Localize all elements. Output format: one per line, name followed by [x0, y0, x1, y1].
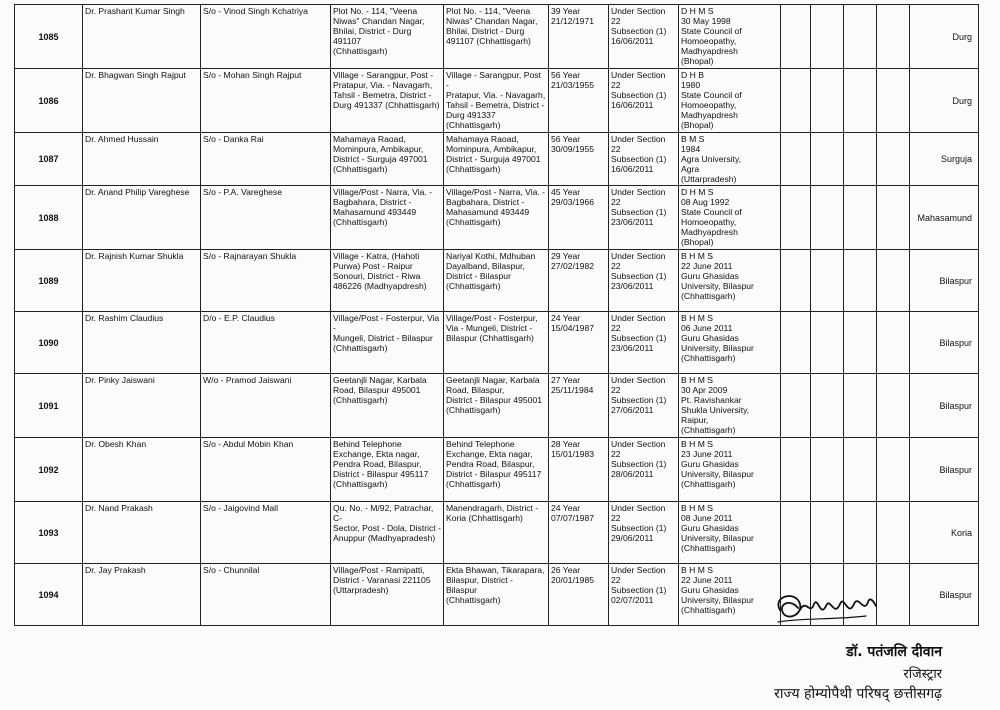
serial-number: 1088	[15, 186, 83, 250]
relation-name: S/o - Mohan Singh Rajput	[201, 69, 331, 133]
blank-cell	[844, 502, 877, 564]
doctor-name: Dr. Rashim Claudius	[83, 312, 201, 374]
registration-section: Under Section 22 Subsection (1) 23/06/2011	[609, 250, 679, 312]
serial-number: 1086	[15, 69, 83, 133]
district: Bilaspur	[910, 564, 979, 626]
table-row	[15, 374, 979, 438]
permanent-address: Village - Katra, (Hahoti Purwa) Post - Raipur Sonouri, District - Riwa 486226 (Madhyapdresh)	[331, 250, 444, 312]
district: Bilaspur	[910, 374, 979, 438]
age-dob: 56 Year 21/03/1955	[549, 69, 609, 133]
blank-cell	[811, 186, 844, 250]
blank-cell	[811, 438, 844, 502]
relation-name: S/o - Danka Rai	[201, 133, 331, 186]
relation-name: W/o - Pramod Jaiswani	[201, 374, 331, 438]
blank-cell	[844, 69, 877, 133]
district: Durg	[910, 69, 979, 133]
correspondence-address: Mahamaya Raoad, Mominpura, Ambikapur, District - Surguja 497001 (Chhattisgarh)	[444, 133, 549, 186]
doctor-name: Dr. Bhagwan Singh Rajput	[83, 69, 201, 133]
serial-number: 1091	[15, 374, 83, 438]
table-row	[15, 69, 979, 133]
table-row	[15, 250, 979, 312]
doctor-name: Dr. Nand Prakash	[83, 502, 201, 564]
registration-section: Under Section 22 Subsection (1) 23/06/2011	[609, 312, 679, 374]
permanent-address: Geetanjli Nagar, Karbala Road, Bilaspur 495001 (Chhattisgarh)	[331, 374, 444, 438]
table-row	[15, 186, 979, 250]
blank-cell	[877, 374, 910, 438]
blank-cell	[844, 438, 877, 502]
permanent-address: Village/Post - Ramipatti, District - Varanasi 221105 (Uttarpradesh)	[331, 564, 444, 626]
serial-number: 1090	[15, 312, 83, 374]
doctor-name: Dr. Anand Philip Vareghese	[83, 186, 201, 250]
permanent-address: Mahamaya Raoad, Mominpura, Ambikapur, District - Surguja 497001 (Chhattisgarh)	[331, 133, 444, 186]
correspondence-address: Behind Telephone Exchange, Ekta nagar, Pendra Road, Bilaspur, District - Bilaspur 495117 (Chhattisgarh)	[444, 438, 549, 502]
blank-cell	[877, 438, 910, 502]
age-dob: 28 Year 15/01/1983	[549, 438, 609, 502]
qualification: B H M S 06 June 2011 Guru Ghasidas University, Bilaspur (Chhattisgarh)	[679, 312, 781, 374]
registration-section: Under Section 22 Subsection (1) 27/06/2011	[609, 374, 679, 438]
blank-cell	[811, 312, 844, 374]
age-dob: 24 Year 07/07/1987	[549, 502, 609, 564]
permanent-address: Behind Telephone Exchange, Ekta nagar, Pendra Road, Bilaspur, District - Bilaspur 495117 (Chhattisgarh)	[331, 438, 444, 502]
registration-section: Under Section 22 Subsection (1) 29/06/2011	[609, 502, 679, 564]
blank-cell	[781, 186, 811, 250]
table-row	[15, 133, 979, 186]
age-dob: 29 Year 27/02/1982	[549, 250, 609, 312]
blank-cell	[877, 5, 910, 69]
correspondence-address: Ekta Bhawan, Tikarapara, Bilaspur, District - Bilaspur (Chhattisgarh)	[444, 564, 549, 626]
blank-cell	[844, 374, 877, 438]
blank-cell	[811, 69, 844, 133]
blank-cell	[781, 312, 811, 374]
blank-cell	[781, 5, 811, 69]
registrar-name: डॉ. पतंजलि दीवान	[846, 644, 942, 660]
blank-cell	[844, 5, 877, 69]
registration-section: Under Section 22 Subsection (1) 02/07/2011	[609, 564, 679, 626]
age-dob: 26 Year 20/01/1985	[549, 564, 609, 626]
registration-section: Under Section 22 Subsection (1) 16/06/2011	[609, 69, 679, 133]
blank-cell	[844, 250, 877, 312]
council-name: राज्य होम्योपैथी परिषद् छत्तीसगढ़	[774, 686, 942, 702]
blank-cell	[844, 312, 877, 374]
relation-name: S/o - Chunnilal	[201, 564, 331, 626]
blank-cell	[781, 69, 811, 133]
age-dob: 39 Year 21/12/1971	[549, 5, 609, 69]
blank-cell	[811, 5, 844, 69]
doctor-name: Dr. Ahmed Hussain	[83, 133, 201, 186]
table-body	[15, 5, 979, 626]
blank-cell	[877, 186, 910, 250]
serial-number: 1093	[15, 502, 83, 564]
doctor-name: Dr. Obesh Khan	[83, 438, 201, 502]
correspondence-address: Village/Post - Narra, Via. - Bagbahara, District - Mahasamund 493449 (Chhattisgarh)	[444, 186, 549, 250]
permanent-address: Village - Sarangpur, Post - Pratapur, Via. - Navagarh, Tahsil - Bemetra, District - Durg 491337 (Chhattisgarh)	[331, 69, 444, 133]
doctor-name: Dr. Rajnish Kumar Shukla	[83, 250, 201, 312]
blank-cell	[844, 186, 877, 250]
serial-number: 1094	[15, 564, 83, 626]
registrar-title: रजिस्ट्रार	[903, 667, 942, 682]
blank-cell	[781, 133, 811, 186]
registration-section: Under Section 22 Subsection (1) 16/06/2011	[609, 133, 679, 186]
age-dob: 56 Year 30/09/1955	[549, 133, 609, 186]
permanent-address: Qu. No. - M/92, Patrachar, C- Sector, Post - Dola, District - Anuppur (Madhyapradesh)	[331, 502, 444, 564]
correspondence-address: Plot No. - 114, "Veena Niwas" Chandan Nagar, Bhilai, District - Durg 491107 (Chhattisgarh)	[444, 5, 549, 69]
qualification: B M S 1984 Agra University, Agra (Uttarpradesh)	[679, 133, 781, 186]
blank-cell	[877, 312, 910, 374]
district: Mahasamund	[910, 186, 979, 250]
registration-section: Under Section 22 Subsection (1) 28/06/2011	[609, 438, 679, 502]
blank-cell	[781, 502, 811, 564]
age-dob: 24 Year 15/04/1987	[549, 312, 609, 374]
table-row	[15, 438, 979, 502]
doctor-name: Dr. Prashant Kumar Singh	[83, 5, 201, 69]
correspondence-address: Nariyal Kothi, Mdhuban Dayalband, Bilaspur, District - Bilaspur (Chhattisgarh)	[444, 250, 549, 312]
serial-number: 1092	[15, 438, 83, 502]
handwritten-signature	[770, 588, 890, 630]
qualification: B H M S 08 June 2011 Guru Ghasidas University, Bilaspur (Chhattisgarh)	[679, 502, 781, 564]
blank-cell	[781, 438, 811, 502]
serial-number: 1087	[15, 133, 83, 186]
correspondence-address: Village - Sarangpur, Post - Pratapur, Via. - Navagarh, Tahsil - Bemetra, District - Durg 491337 (Chhattisgarh)	[444, 69, 549, 133]
blank-cell	[781, 374, 811, 438]
relation-name: S/o - Rajnarayan Shukla	[201, 250, 331, 312]
registration-section: Under Section 22 Subsection (1) 16/06/2011	[609, 5, 679, 69]
table-row	[15, 312, 979, 374]
district: Bilaspur	[910, 312, 979, 374]
registration-section: Under Section 22 Subsection (1) 23/06/2011	[609, 186, 679, 250]
permanent-address: Village/Post - Narra, Via. - Bagbahara, District - Mahasamund 493449 (Chhattisgarh)	[331, 186, 444, 250]
qualification: B H M S 22 June 2011 Guru Ghasidas University, Bilaspur (Chhattisgarh)	[679, 250, 781, 312]
blank-cell	[811, 133, 844, 186]
relation-name: S/o - Vinod Singh Kchatriya	[201, 5, 331, 69]
district: Bilaspur	[910, 438, 979, 502]
permanent-address: Plot No. - 114, "Veena Niwas" Chandan Nagar, Bhilai, District - Durg 491107 (Chhattisgarh)	[331, 5, 444, 69]
blank-cell	[877, 133, 910, 186]
registration-table	[14, 4, 979, 626]
serial-number: 1085	[15, 5, 83, 69]
doctor-name: Dr. Jay Prakash	[83, 564, 201, 626]
relation-name: S/o - Abdul Mobin Khan	[201, 438, 331, 502]
table-row	[15, 5, 979, 69]
district: Bilaspur	[910, 250, 979, 312]
blank-cell	[811, 374, 844, 438]
qualification: B H M S 30 Apr 2009 Pt. Ravishankar Shukla University, Raipur, (Chhattisgarh)	[679, 374, 781, 438]
blank-cell	[844, 133, 877, 186]
relation-name: S/o - Jaigovind Mall	[201, 502, 331, 564]
qualification: D H M S 30 May 1998 State Council of Homoeopathy, Madhyapdresh (Bhopal)	[679, 5, 781, 69]
age-dob: 27 Year 25/11/1984	[549, 374, 609, 438]
permanent-address: Village/Post - Fosterpur, Via - Mungeli, District - Bilaspur (Chhattisgarh)	[331, 312, 444, 374]
blank-cell	[781, 250, 811, 312]
blank-cell	[877, 250, 910, 312]
qualification: D H M S 08 Aug 1992 State Council of Homoeopathy, Madhyapdresh (Bhopal)	[679, 186, 781, 250]
serial-number: 1089	[15, 250, 83, 312]
table-row	[15, 502, 979, 564]
blank-cell	[811, 502, 844, 564]
qualification: B H M S 23 June 2011 Guru Ghasidas University, Bilaspur (Chhattisgarh)	[679, 438, 781, 502]
district: Koria	[910, 502, 979, 564]
district: Surguja	[910, 133, 979, 186]
correspondence-address: Village/Post - Fosterpur, Via - Mungeli, District - Bilaspur (Chhattisgarh)	[444, 312, 549, 374]
age-dob: 45 Year 29/03/1966	[549, 186, 609, 250]
relation-name: S/o - P.A. Vareghese	[201, 186, 331, 250]
correspondence-address: Geetanjli Nagar, Karbala Road, Bilaspur, District - Bilaspur 495001 (Chhattisgarh)	[444, 374, 549, 438]
qualification: D H B 1980 State Council of Homoeopathy, Madhyapdresh (Bhopal)	[679, 69, 781, 133]
doctor-name: Dr. Pinky Jaiswani	[83, 374, 201, 438]
blank-cell	[811, 250, 844, 312]
blank-cell	[877, 502, 910, 564]
correspondence-address: Manendragarh, District - Koria (Chhattisgarh)	[444, 502, 549, 564]
relation-name: D/o - E.P. Claudius	[201, 312, 331, 374]
qualification: B H M S 22 June 2011 Guru Ghasidas University, Bilaspur (Chhattisgarh)	[679, 564, 781, 626]
blank-cell	[877, 69, 910, 133]
district: Durg	[910, 5, 979, 69]
